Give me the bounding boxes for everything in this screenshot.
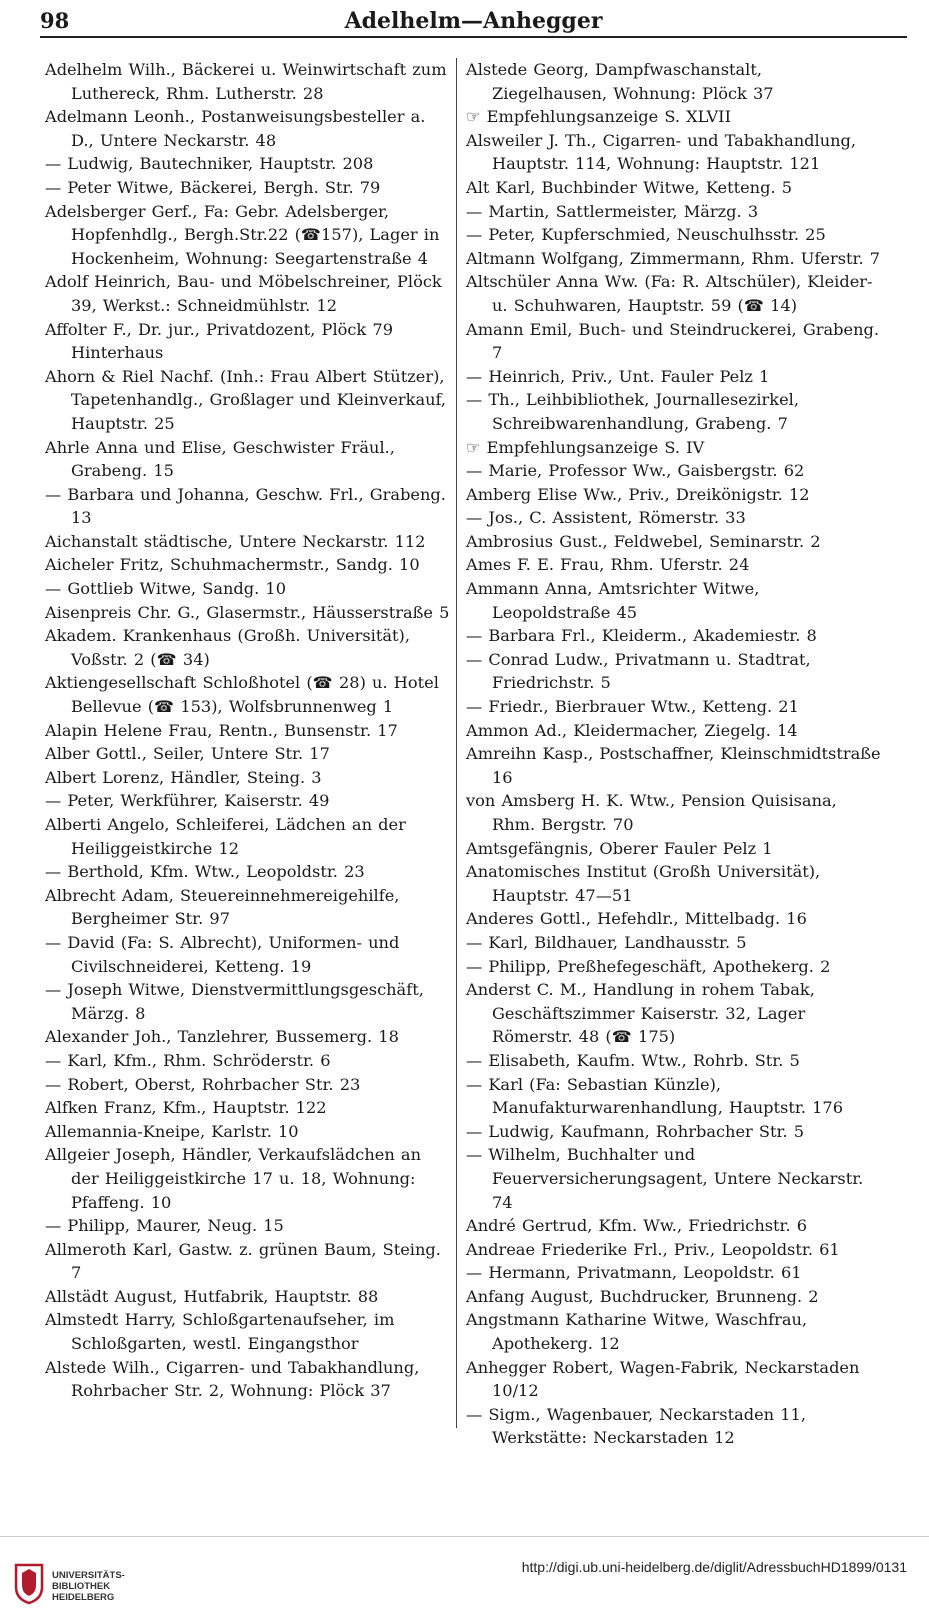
directory-entry: — Peter, Werkführer, Kaiserstr. 49	[45, 791, 330, 811]
directory-entry: Alapin Helene Frau, Rentn., Bunsenstr. 17	[45, 720, 398, 740]
directory-entry: Andreae Friederike Frl., Priv., Leopoldstr. 61	[466, 1239, 840, 1259]
directory-entry: Adelhelm Wilh., Bäckerei u. Weinwirtschaft zum Luthereck, Rhm. Lutherstr. 28	[45, 60, 447, 103]
directory-entry: — Peter Witwe, Bäckerei, Bergh. Str. 79	[45, 177, 381, 197]
directory-entry: — Karl, Kfm., Rhm. Schröderstr. 6	[45, 1050, 331, 1070]
directory-entry: Alstede Wilh., Cigarren- und Tabakhandlung, Rohrbacher Str. 2, Wohnung: Plöck 37	[45, 1357, 420, 1401]
directory-entry: — Robert, Oberst, Rohrbacher Str. 23	[45, 1074, 361, 1094]
directory-entry: Aichanstalt städtische, Untere Neckarstr. 112	[45, 531, 426, 551]
directory-entry: — Elisabeth, Kaufm. Wtw., Rohrb. Str. 5	[466, 1050, 800, 1070]
directory-entry: Alfken Franz, Kfm., Hauptstr. 122	[45, 1098, 327, 1118]
directory-entry: Ames F. E. Frau, Rhm. Uferstr. 24	[466, 555, 750, 575]
directory-entry: Alexander Joh., Tanzlehrer, Bussemerg. 18	[45, 1027, 399, 1047]
directory-entry: Albrecht Adam, Steuereinnehmereigehilfe, Bergheimer Str. 97	[45, 885, 400, 929]
directory-entry: Adelmann Leonh., Postanweisungsbesteller a. D., Untere Neckarstr. 48	[45, 107, 426, 150]
directory-entry: — Karl, Bildhauer, Landhausstr. 5	[466, 932, 747, 952]
directory-entry: Aktiengesellschaft Schloßhotel (☎ 28) u. Hotel Bellevue (☎ 153), Wolfsbrunnenweg 1	[45, 673, 439, 717]
directory-entry: — David (Fa: S. Albrecht), Uniformen- und Civilschneiderei, Ketteng. 19	[45, 932, 400, 976]
column-divider	[456, 58, 457, 1428]
directory-entry: — Barbara und Johanna, Geschw. Frl., Grabeng. 13	[45, 484, 446, 528]
directory-entry: — Conrad Ludw., Privatmann u. Stadtrat, Friedrichstr. 5	[466, 649, 811, 693]
directory-entry: — Friedr., Bierbrauer Wtw., Ketteng. 21	[466, 697, 799, 717]
directory-entry: Adelsberger Gerf., Fa: Gebr. Adelsberger, Hopfenhdlg., Bergh.Str.22 (☎157), Lager in Hockenheim, Wohnung: Seegartenstraße 4	[45, 201, 440, 268]
directory-entry: — Jos., C. Assistent, Römerstr. 33	[466, 508, 746, 528]
directory-entry: Akadem. Krankenhaus (Großh. Universität), Voßstr. 2 (☎ 34)	[45, 626, 410, 669]
directory-entry: Anatomisches Institut (Großh Universität), Hauptstr. 47—51	[466, 862, 821, 905]
directory-entry: Ammann Anna, Amtsrichter Witwe, Leopoldstraße 45	[466, 579, 760, 622]
left-column	[45, 58, 450, 1403]
directory-entry: Altmann Wolfgang, Zimmermann, Rhm. Uferstr. 7	[466, 248, 881, 268]
footer	[0, 1536, 929, 1615]
directory-entry: Anderes Gottl., Hefehdlr., Mittelbadg. 16	[466, 909, 807, 929]
source-url[interactable]: http://digi.ub.uni-heidelberg.de/diglit/AdressbuchHD1899/0131	[521, 1559, 907, 1575]
directory-entry: Aicheler Fritz, Schuhmachermstr., Sandg. 10	[45, 555, 420, 575]
directory-entry: ☞ Empfehlungsanzeige S. IV	[466, 437, 705, 457]
directory-entry: — Barbara Frl., Kleiderm., Akademiestr. 8	[466, 626, 817, 646]
directory-entry: Ammon Ad., Kleidermacher, Ziegelg. 14	[466, 720, 798, 740]
directory-entry: Alstede Georg, Dampfwaschanstalt, Ziegelhausen, Wohnung: Plöck 37	[466, 60, 774, 103]
directory-entry: — Hermann, Privatmann, Leopoldstr. 61	[466, 1263, 802, 1283]
directory-entry: Ahrle Anna und Elise, Geschwister Fräul., Grabeng. 15	[45, 437, 395, 481]
directory-entry: Alsweiler J. Th., Cigarren- und Tabakhandlung, Hauptstr. 114, Wohnung: Hauptstr. 121	[466, 130, 857, 174]
directory-entry: ☞ Empfehlungsanzeige S. XLVII	[466, 107, 731, 127]
directory-entry: — Gottlieb Witwe, Sandg. 10	[45, 579, 287, 599]
directory-entry: — Philipp, Preßhefegeschäft, Apothekerg. 2	[466, 956, 831, 976]
library-name: UNIVERSITÄTS- BIBLIOTHEK HEIDELBERG	[52, 1570, 125, 1603]
directory-entry: Alt Karl, Buchbinder Witwe, Ketteng. 5	[466, 177, 793, 197]
directory-entry: Albert Lorenz, Händler, Steing. 3	[45, 767, 322, 787]
directory-entry: — Th., Leihbibliothek, Journallesezirkel, Schreibwarenhandlung, Grabeng. 7	[466, 390, 799, 433]
directory-entry: Adolf Heinrich, Bau- und Möbelschreiner, Plöck 39, Werkst.: Schneidmühlstr. 12	[45, 272, 442, 315]
page-title: Adelhelm—Anhegger	[344, 8, 603, 34]
directory-entry: Amann Emil, Buch- und Steindruckerei, Grabeng. 7	[466, 319, 880, 363]
directory-entry: André Gertrud, Kfm. Ww., Friedrichstr. 6	[466, 1216, 808, 1236]
directory-entry: — Heinrich, Priv., Unt. Fauler Pelz 1	[466, 366, 770, 386]
directory-entry: — Ludwig, Kaufmann, Rohrbacher Str. 5	[466, 1121, 805, 1141]
directory-entry: Amberg Elise Ww., Priv., Dreikönigstr. 12	[466, 484, 810, 504]
directory-entry: — Joseph Witwe, Dienstvermittlungsgeschäft, Märzg. 8	[45, 980, 424, 1023]
directory-entry: — Martin, Sattlermeister, Märzg. 3	[466, 201, 759, 221]
directory-entry: Affolter F., Dr. jur., Privatdozent, Plöck 79 Hinterhaus	[45, 319, 393, 363]
directory-entry: Allgeier Joseph, Händler, Verkaufslädchen an der Heiliggeistkirche 17 u. 18, Wohnung: Pfaffeng. 10	[45, 1145, 422, 1212]
directory-entry: — Peter, Kupferschmied, Neuschulhsstr. 25	[466, 225, 826, 245]
directory-entry: Alber Gottl., Seiler, Untere Str. 17	[45, 744, 330, 764]
directory-entry: von Amsberg H. K. Wtw., Pension Quisisana, Rhm. Bergstr. 70	[466, 791, 837, 834]
page-header	[40, 6, 907, 38]
directory-entry: — Philipp, Maurer, Neug. 15	[45, 1216, 284, 1236]
directory-entry: Angstmann Katharine Witwe, Waschfrau, Apothekerg. 12	[466, 1310, 808, 1354]
directory-entry: Almstedt Harry, Schloßgartenaufseher, im Schloßgarten, westl. Eingangsthor	[45, 1310, 395, 1354]
directory-entry: Amreihn Kasp., Postschaffner, Kleinschmidtstraße 16	[466, 744, 881, 787]
directory-entry: Alberti Angelo, Schleiferei, Lädchen an der Heiliggeistkirche 12	[45, 815, 406, 858]
library-seal-icon	[12, 1561, 46, 1605]
directory-entry: Amtsgefängnis, Oberer Fauler Pelz 1	[466, 838, 773, 858]
page-number: 98	[40, 8, 70, 33]
directory-entry: — Sigm., Wagenbauer, Neckarstaden 11, Werkstätte: Neckarstaden 12	[466, 1404, 806, 1448]
directory-entry: Aisenpreis Chr. G., Glasermstr., Häusserstraße 5	[45, 602, 450, 622]
directory-entry: — Berthold, Kfm. Wtw., Leopoldstr. 23	[45, 862, 365, 882]
directory-entry: Anfang August, Buchdrucker, Brunneng. 2	[466, 1286, 819, 1306]
directory-entry: Anderst C. M., Handlung in rohem Tabak, Geschäftszimmer Kaiserstr. 32, Lager Römerstr. 48 (☎ 175)	[466, 980, 815, 1047]
directory-entry: Anhegger Robert, Wagen-Fabrik, Neckarstaden 10/12	[466, 1357, 860, 1401]
directory-entry: — Karl (Fa: Sebastian Künzle), Manufakturwarenhandlung, Hauptstr. 176	[466, 1074, 844, 1118]
directory-entry: Allmeroth Karl, Gastw. z. grünen Baum, Steing. 7	[45, 1239, 441, 1283]
right-column	[466, 58, 881, 1450]
directory-entry: — Ludwig, Bautechniker, Hauptstr. 208	[45, 154, 374, 174]
directory-entry: Allemannia-Kneipe, Karlstr. 10	[45, 1121, 299, 1141]
directory-entry: Ambrosius Gust., Feldwebel, Seminarstr. 2	[466, 531, 821, 551]
directory-entry: — Wilhelm, Buchhalter und Feuerversicherungsagent, Untere Neckarstr. 74	[466, 1145, 864, 1212]
directory-entry: — Marie, Professor Ww., Gaisbergstr. 62	[466, 461, 805, 481]
directory-entry: Allstädt August, Hutfabrik, Hauptstr. 88	[45, 1286, 379, 1306]
directory-entry: Ahorn & Riel Nachf. (Inh.: Frau Albert Stützer), Tapetenhandlg., Großlager und Kleinverkauf, Hauptstr. 25	[45, 366, 447, 433]
directory-entry: Altschüler Anna Ww. (Fa: R. Altschüler), Kleider- u. Schuhwaren, Hauptstr. 59 (☎ 14)	[466, 272, 873, 315]
